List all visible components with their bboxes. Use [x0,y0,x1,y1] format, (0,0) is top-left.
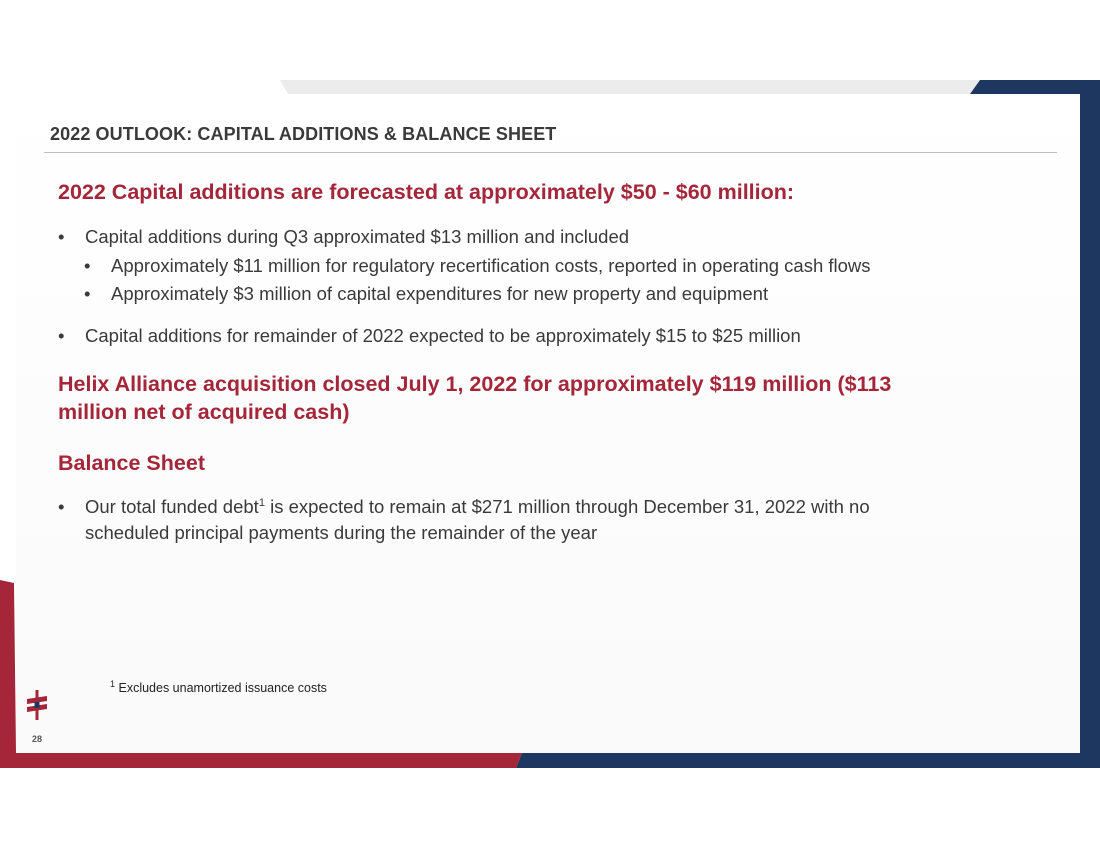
bullet-marker: • [58,226,65,247]
sub-bullet-capex [84,281,768,307]
slide-title: 2022 OUTLOOK: CAPITAL ADDITIONS & BALANCE SHEET [50,124,557,144]
title-divider [44,152,1057,153]
capital-additions-heading: 2022 Capital additions are forecasted at approximately $50 - $60 million: [58,180,795,204]
footnote-marker: 1 [110,679,116,689]
company-logo-icon [25,690,49,722]
bullet-text-part: is expected to remain at $271 million through December 31, 2022 with no [264,496,870,517]
bullet-text: Capital additions during Q3 approximated $13 million and included [85,226,630,247]
footnote-marker: 1 [258,497,265,509]
heading-line: Helix Alliance acquisition closed July 1, 2022 for approximately $119 million ($113 [58,372,892,396]
bullet-funded-debt [58,494,870,546]
bullet-marker: • [58,496,65,517]
heading-line: million net of acquired cash) [58,400,350,424]
sub-bullet-recertification [84,253,871,279]
bullet-marker: • [84,255,91,276]
bullet-text: Capital additions for remainder of 2022 expected to be approximately $15 to $25 million [85,325,801,346]
bullet-text: Approximately $11 million for regulatory recertification costs, reported in operating cash flows [111,255,871,276]
top-gray-band [280,80,980,94]
bullet-capital-remainder [58,323,801,349]
bullet-text: Approximately $3 million of capital expenditures for new property and equipment [111,283,769,304]
balance-sheet-heading: Balance Sheet [58,451,205,475]
bullet-capital-q3 [58,224,629,250]
bullet-marker: • [84,283,91,304]
footnote-text: Excludes unamortized issuance costs [115,681,327,695]
bullet-text-part: Our total funded debt [85,496,259,517]
bullet-text-part: scheduled principal payments during the remainder of the year [85,522,598,543]
footnote [110,681,327,695]
helix-acquisition-heading [58,370,891,426]
page-number: 28 [32,734,43,744]
bullet-marker: • [58,325,65,346]
bullet-text [85,494,870,546]
